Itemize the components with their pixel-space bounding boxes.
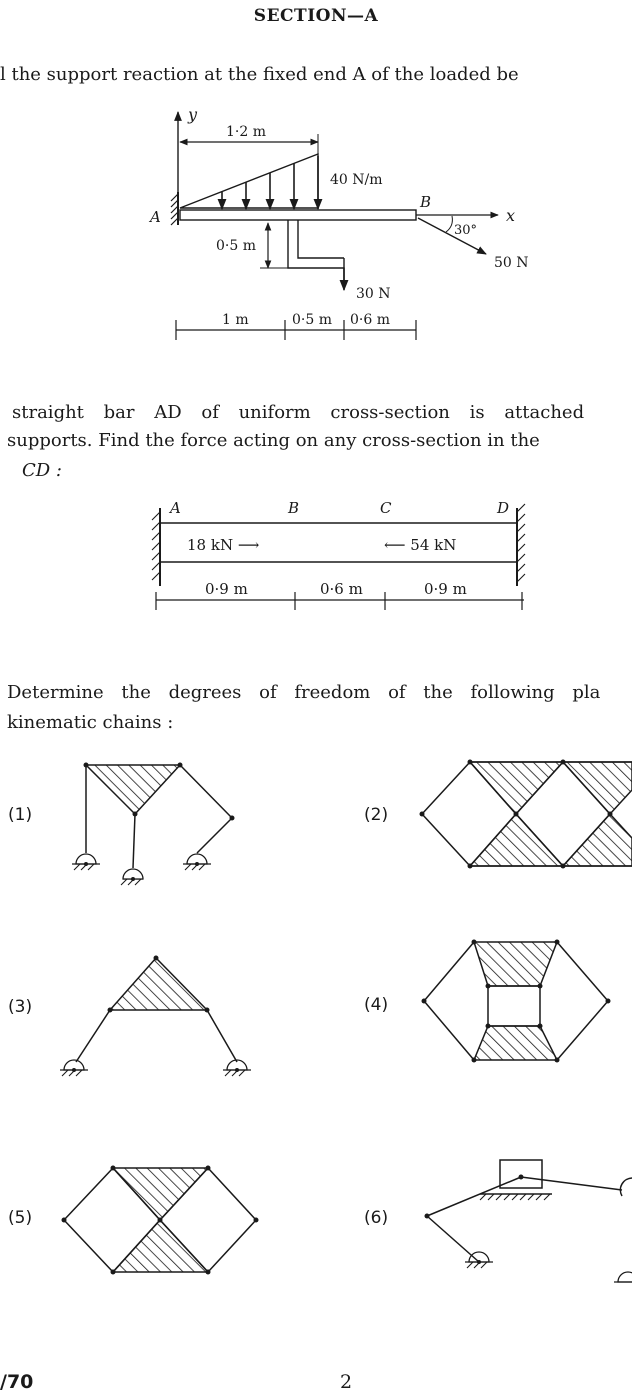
bar-point-c: C (380, 499, 392, 517)
chain-label-4: (4) (364, 995, 389, 1015)
bar-dim-1: 0·9 m (205, 580, 248, 598)
point-a-label: A (150, 208, 161, 226)
page-number: 2 (340, 1371, 353, 1393)
force-b-label: 50 N (494, 255, 529, 271)
x-axis-label: x (506, 206, 516, 225)
force-18kn: 18 kN ⟶ (187, 536, 260, 554)
bar-dim-2: 0·6 m (320, 580, 363, 598)
footer-code: /70 (0, 1371, 34, 1393)
q2-line1: straight bar AD of uniform cross-section is attached (12, 402, 585, 423)
q2-line3: CD : (22, 460, 62, 481)
force-54kn: ⟵ 54 kN (384, 536, 457, 554)
point-b-label: B (420, 193, 432, 211)
arm-length-label: 0·5 m (216, 238, 256, 254)
length-label-top: 1·2 m (226, 124, 266, 140)
bar-point-d: D (497, 499, 510, 517)
angle-label: 30° (454, 223, 478, 238)
y-axis-label: y (188, 105, 198, 124)
chain-label-3: (3) (8, 997, 33, 1017)
load-label: 40 N/m (330, 172, 383, 188)
bar-point-a: A (170, 499, 181, 517)
q3-line1: Determine the degrees of freedom of the following pla (7, 682, 601, 703)
chain-label-1: (1) (8, 805, 33, 825)
chain-label-5: (5) (8, 1208, 33, 1228)
chain-label-2: (2) (364, 805, 389, 825)
q2-line2: supports. Find the force acting on any cross-section in the (7, 430, 540, 451)
dim-1m: 1 m (222, 312, 249, 328)
bar-diagram (0, 490, 632, 620)
force-down-label: 30 N (356, 286, 391, 302)
q1-text: l the support reaction at the fixed end A of the loaded be (0, 64, 519, 85)
bar-dim-3: 0·9 m (424, 580, 467, 598)
beam-diagram (0, 100, 632, 360)
ground-support-icon (60, 854, 632, 1282)
chain-label-6: (6) (364, 1208, 389, 1228)
bar-point-b: B (288, 499, 300, 517)
q3-line2: kinematic chains : (7, 712, 174, 733)
kinematic-chains (0, 750, 632, 1310)
section-heading: SECTION—A (253, 6, 379, 26)
dim-05m: 0·5 m (292, 312, 332, 328)
dim-06m: 0·6 m (350, 312, 390, 328)
